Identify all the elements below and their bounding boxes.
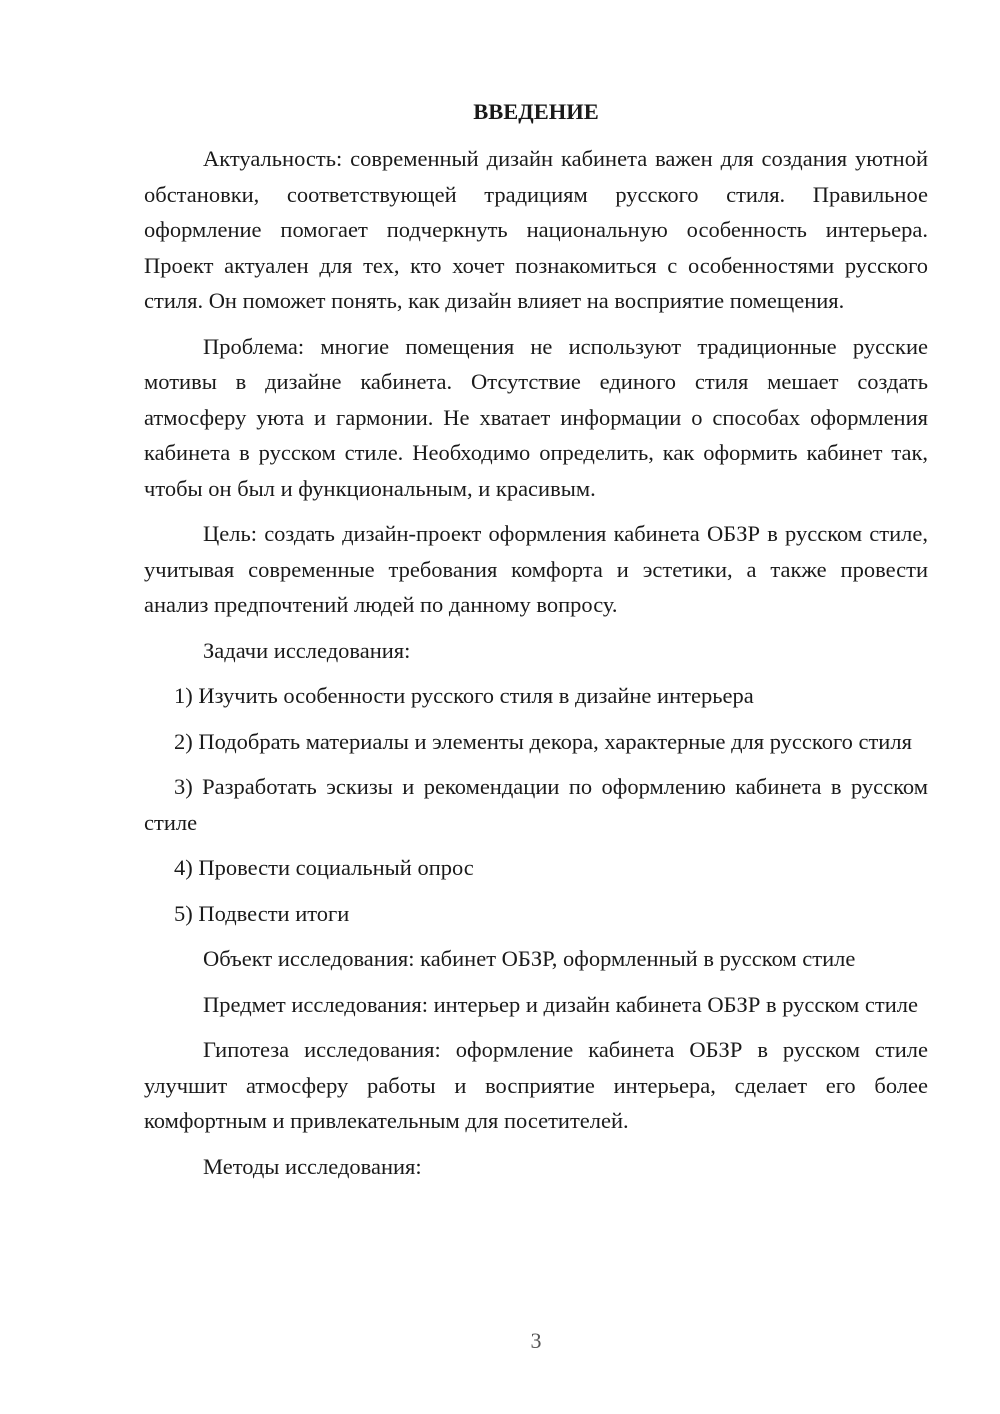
paragraph-subject: Предмет исследования: интерьер и дизайн кабинета ОБЗР в русском стиле bbox=[203, 991, 918, 1017]
methods-heading: Методы исследования: bbox=[203, 1153, 422, 1179]
paragraph-hypothesis: Гипотеза исследования: оформление кабинета ОБЗР в русском стиле улучшит атмосферу работы и восприятие интерьера, сделает его более комфортным и привлекательным для посетителей. bbox=[144, 1037, 928, 1133]
paragraph-object: Объект исследования: кабинет ОБЗР, оформленный в русском стиле bbox=[203, 946, 856, 971]
task-item-5: 5) Подвести итоги bbox=[174, 900, 350, 926]
page-content bbox=[144, 94, 928, 1194]
task-item-4: 4) Провести социальный опрос bbox=[174, 855, 474, 880]
tasks-heading: Задачи исследования: bbox=[203, 637, 411, 663]
task-item-3: 3) Разработать эскизы и рекомендации по оформлению кабинета в русском стиле bbox=[144, 774, 928, 835]
page-title: ВВЕДЕНИЕ bbox=[473, 99, 599, 124]
task-item-1: 1) Изучить особенности русского стиля в дизайне интерьера bbox=[174, 683, 754, 708]
paragraph-goal: Цель: создать дизайн-проект оформления кабинета ОБЗР в русском стиле, учитывая современные требования комфорта и эстетики, а также провести анализ предпочтений людей по данному вопросу. bbox=[144, 521, 928, 617]
paragraph-problem: Проблема: многие помещения не используют традиционные русские мотивы в дизайне кабинета. Отсутствие единого стиля мешает создать атмосферу уюта и гармонии. Не хватает информации о способах оформления кабинета в русском стиле. Необходимо определить, как оформить кабинет так, чтобы он был и функциональным, и красивым. bbox=[144, 333, 928, 501]
page-number: 3 bbox=[530, 1328, 542, 1353]
paragraph-actuality: Актуальность: современный дизайн кабинета важен для создания уютной обстановки, соответствующей традициям русского стиля. Правильное оформление помогает подчеркнуть национальную особенность интерьера. Проект актуален для тех, кто хочет познакомиться с особенностями русского стиля. Он поможет понять, как дизайн влияет на восприятие помещения. bbox=[144, 146, 928, 313]
task-item-2: 2) Подобрать материалы и элементы декора, характерные для русского стиля bbox=[174, 728, 912, 754]
